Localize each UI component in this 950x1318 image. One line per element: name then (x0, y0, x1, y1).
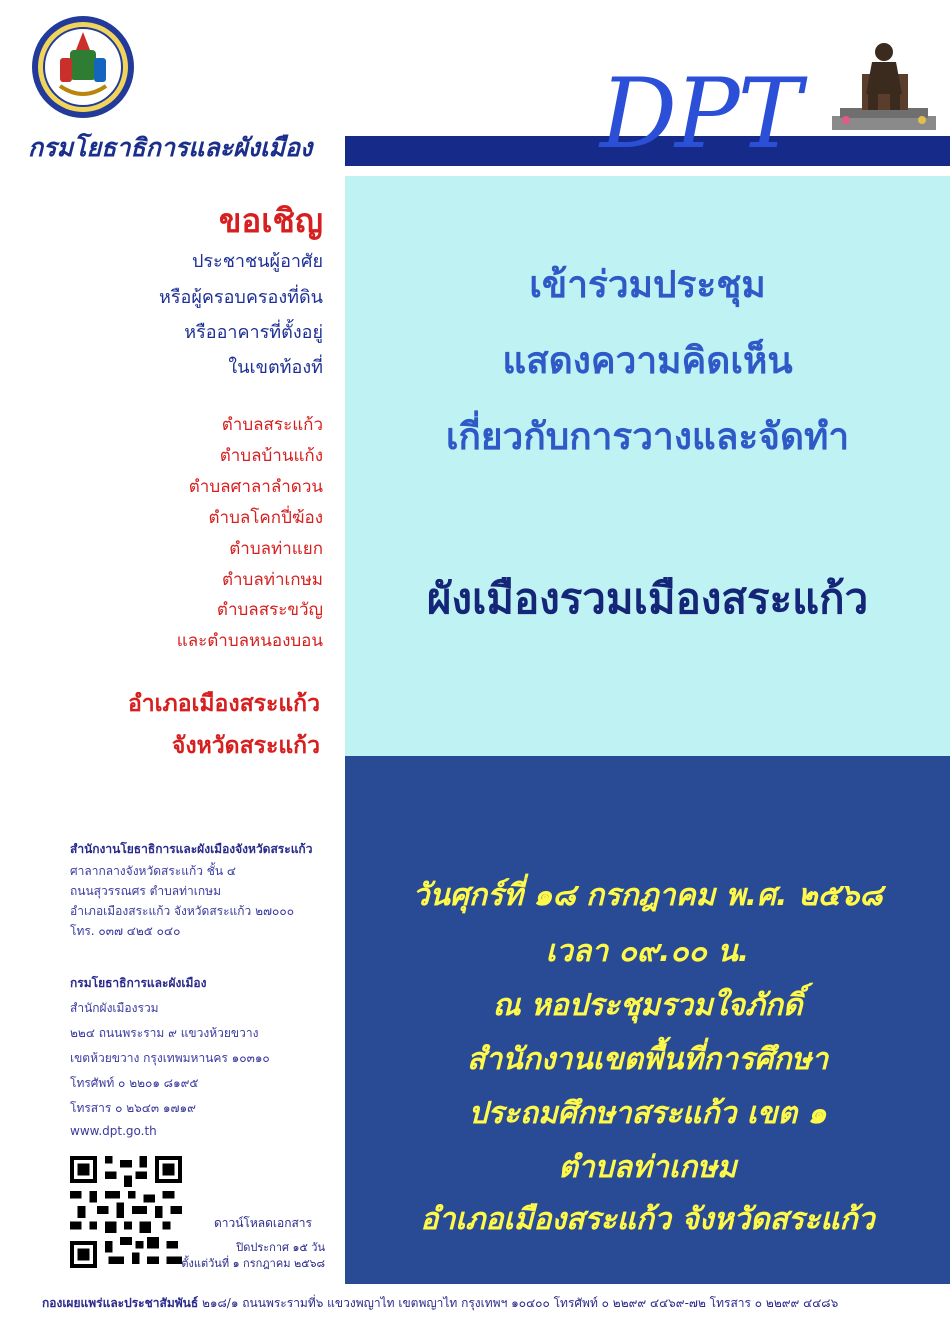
invitation-line: หรืออาคารที่ตั้งอยู่ (184, 322, 323, 343)
venue-line: สำนักงานเขตพื้นที่การศึกษา (466, 1042, 829, 1077)
agency-name: กรมโยธาธิการและผังเมือง (28, 133, 313, 162)
province-name: จังหวัดสระแก้ว (171, 733, 320, 759)
download-title: ดาวน์โหลดเอกสาร (213, 1216, 312, 1230)
download-note: ตั้งแต่วันที่ ๑ กรกฎาคม ๒๕๖๘ (181, 1257, 325, 1270)
venue-line: อำเภอเมืองสระแก้ว จังหวัดสระแก้ว (420, 1202, 875, 1237)
invitation-line: ในเขตท้องที่ (228, 357, 323, 378)
footer (42, 1294, 838, 1313)
subdistrict-item: ตำบลท่าแยก (229, 539, 323, 559)
headline-line: เข้าร่วมประชุม (529, 263, 766, 306)
venue-line: ณ หอประชุมรวมใจภักดิ์ (492, 988, 803, 1023)
subdistrict-item: ตำบลโคกปี่ฆ้อง (208, 508, 323, 528)
plan-title: ผังเมืองรวมเมืองสระแก้ว (426, 574, 869, 623)
venue-line: ตำบลท่าเกษม (558, 1150, 737, 1185)
central-office-line: โทรศัพท์ ๐ ๒๒๐๑ ๘๑๙๕ (70, 1076, 199, 1090)
central-office-name: กรมโยธาธิการและผังเมือง (70, 976, 207, 990)
central-office-line: ๒๒๔ ถนนพระราม ๙ แขวงห้วยขวาง (70, 1026, 259, 1040)
subdistrict-item: ตำบลบ้านแก้ง (219, 446, 323, 466)
central-office-line: สำนักผังเมืองรวม (70, 1001, 159, 1015)
provincial-office-line: อำเภอเมืองสระแก้ว จังหวัดสระแก้ว ๒๗๐๐๐ (70, 904, 295, 918)
subdistrict-item: และตำบลหนองบอน (176, 631, 323, 651)
website-link[interactable]: www.dpt.go.th (70, 1124, 157, 1138)
footer-division: กองเผยแพร่และประชาสัมพันธ์ (42, 1296, 199, 1310)
qr-code-icon[interactable] (70, 1156, 182, 1268)
provincial-office-line: โทร. ๐๓๗ ๔๒๕ ๐๔๐ (70, 924, 181, 938)
central-office-line: เขตห้วยขวาง กรุงเทพมหานคร ๑๐๓๑๐ (70, 1051, 270, 1065)
download-note: ปิดประกาศ ๑๕ วัน (236, 1241, 325, 1254)
dpt-logo: DPT (600, 58, 800, 170)
provincial-office-line: ถนนสุวรรณศร ตำบลท่าเกษม (70, 884, 221, 898)
event-date: วันศุกร์ที่ ๑๘ กรกฎาคม พ.ศ. ๒๕๖๘ (412, 878, 883, 913)
invitation-title: ขอเชิญ (218, 201, 323, 240)
footer-address: ๒๑๘/๑ ถนนพระรามที่๖ แขวงพญาไท เขตพญาไท กรุงเทพฯ ๑๐๔๐๐ โทรศัพท์ ๐ ๒๒๙๙ ๔๔๖๙-๗๒ โทรสาร ๐ ๒๒๙๙ ๔๔๘๖ (202, 1296, 839, 1310)
subdistrict-item: ตำบลท่าเกษม (221, 570, 323, 590)
subdistrict-item: ตำบลสระแก้ว (221, 415, 323, 435)
central-office-line: โทรสาร ๐ ๒๖๔๓ ๑๗๑๙ (70, 1101, 196, 1115)
event-time: เวลา ๐๙.๐๐ น. (545, 934, 750, 969)
district-name: อำเภอเมืองสระแก้ว (127, 691, 320, 717)
department-seal-icon (30, 14, 136, 120)
provincial-office-line: ศาลากลางจังหวัดสระแก้ว ชั้น ๔ (70, 864, 237, 878)
invitation-line: ประชาชนผู้อาศัย (191, 251, 323, 272)
subdistrict-item: ตำบลศาลาลำดวน (188, 477, 323, 497)
invitation-line: หรือผู้ครอบครองที่ดิน (158, 287, 323, 308)
venue-line: ประถมศึกษาสระแก้ว เขต ๑ (468, 1096, 827, 1131)
provincial-office-name: สำนักงานโยธาธิการและผังเมืองจังหวัดสระแก้ว (70, 842, 313, 856)
subdistrict-item: ตำบลสระขวัญ (216, 600, 323, 620)
headline-line: แสดงความคิดเห็น (502, 339, 793, 382)
monument-statue-icon (826, 34, 942, 134)
headline-line: เกี่ยวกับการวางและจัดทำ (445, 415, 850, 458)
